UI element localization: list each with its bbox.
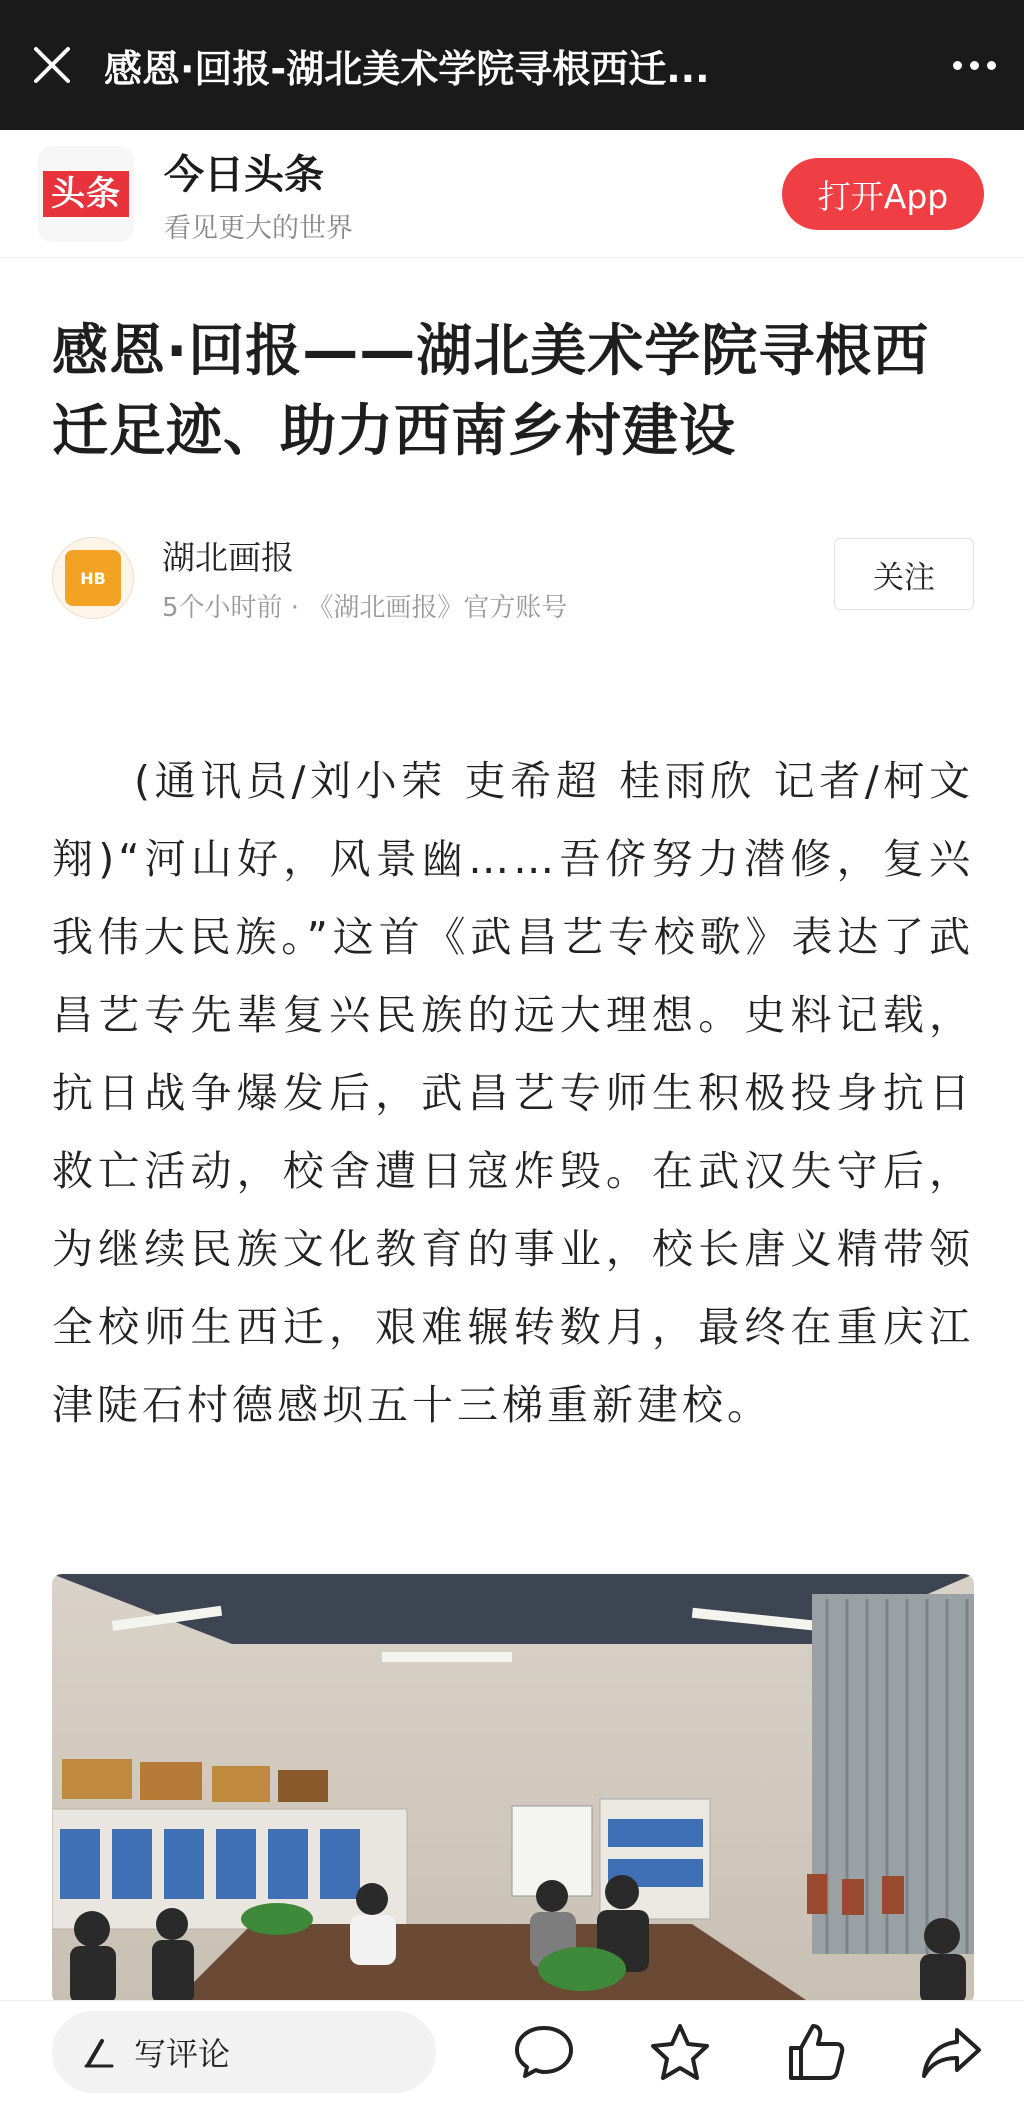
author-logo-icon: HB	[65, 550, 121, 606]
app-banner	[0, 130, 1024, 258]
author-avatar[interactable]	[52, 537, 134, 619]
more-button[interactable]	[924, 0, 1024, 130]
bottom-action-bar	[0, 2000, 1024, 2102]
meeting-room-illustration	[52, 1574, 974, 2004]
thumbs-up-icon	[785, 2022, 847, 2082]
comment-icon	[513, 2024, 575, 2080]
author-info	[162, 532, 567, 624]
follow-button[interactable]: 关注	[834, 538, 974, 610]
like-button[interactable]	[748, 2001, 884, 2103]
pen-icon	[82, 2035, 116, 2069]
author-row	[52, 530, 974, 626]
app-logo-text: 头条	[43, 171, 129, 217]
article-headline: 感恩·回报——湖北美术学院寻根西迁足迹、助力西南乡村建设	[52, 319, 930, 464]
close-button[interactable]	[0, 0, 104, 130]
app-slogan: 看见更大的世界	[164, 212, 353, 244]
share-button[interactable]	[884, 2001, 1020, 2103]
article-photo[interactable]	[52, 1574, 974, 2004]
author-meta: 5个小时前 · 《湖北画报》官方账号	[162, 593, 568, 623]
write-comment-label: 写评论	[134, 2034, 231, 2073]
article-paragraph: (通讯员/刘小荣 吏希超 桂雨欣 记者/柯文翔)“河山好，风景幽……吾侪努力潜修，复兴我伟大民族。”这首《武昌艺专校歌》表达了武昌艺专先辈复兴民族的远大理想。史料记载，抗日战争爆发后，武昌艺专师生积极投身抗日救亡活动，校舍遭日寇炸毁。在武汉失守后，为继续民族文化教育的事业，校长唐义精带领全校师生西迁，艰难辗转数月，最终在重庆江津陡石村德感坝五十三梯重新建校。	[52, 757, 974, 1429]
favorite-button[interactable]	[612, 2001, 748, 2103]
app-info	[164, 143, 353, 245]
write-comment-input[interactable]	[52, 2011, 436, 2093]
more-dot-icon	[970, 61, 979, 70]
share-icon	[919, 2024, 985, 2080]
app-name: 今日头条	[164, 151, 324, 198]
star-icon	[649, 2022, 711, 2082]
top-nav-bar	[0, 0, 1024, 130]
app-logo	[38, 146, 134, 242]
more-dot-icon	[987, 61, 996, 70]
more-dot-icon	[953, 61, 962, 70]
open-app-button[interactable]: 打开App	[782, 158, 984, 230]
action-icons	[476, 2001, 1020, 2103]
author-name[interactable]: 湖北画报	[162, 538, 294, 577]
close-icon	[32, 45, 72, 85]
comment-button[interactable]	[476, 2001, 612, 2103]
page-title: 感恩·回报-湖北美术学院寻根西迁...	[104, 46, 710, 91]
